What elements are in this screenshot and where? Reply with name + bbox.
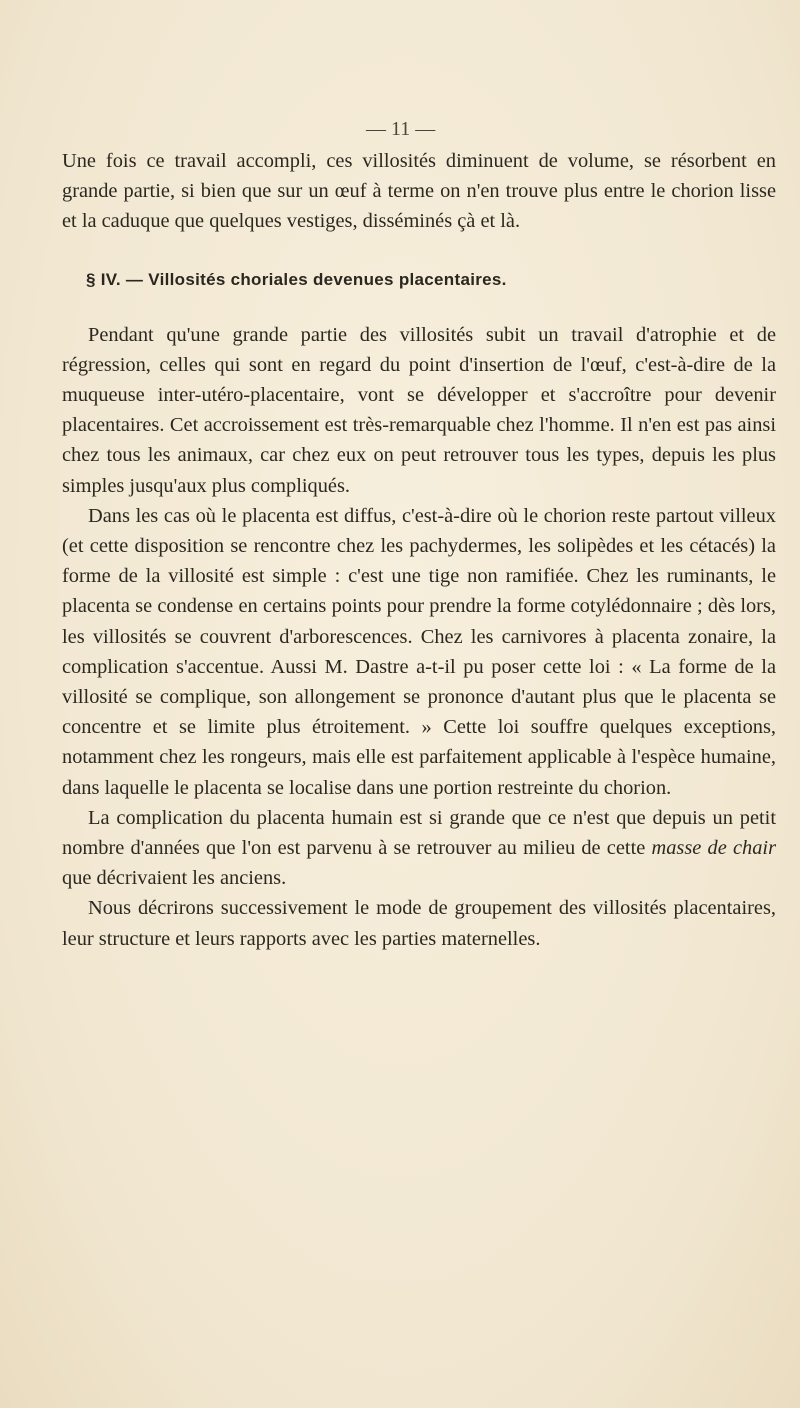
paragraph-5: Nous décrirons successivement le mode de groupement des villosités placentaires, leur structure et leurs rapports avec les parties maternelles. bbox=[62, 897, 776, 950]
paragraph-3: Dans les cas où le placenta est diffus, c'est-à-dire où le chorion reste partout villeux (et cette disposition se rencontre chez les pachydermes, les solipèdes et les cétacés) la forme de la villosité est simple : c'est une tige non ramifiée. Chez les ruminants, le placenta se condense en certains points pour prendre la forme cotylédonnaire ; dès lors, les villosités se couvrent d'arborescences. Chez les carnivores à placenta zonaire, la complication s'accentue. Aussi M. Dastre a-t-il pu poser cette loi : « La forme de la villosité se complique, son allongement se prononce d'autant plus que le placenta se concentre et se limite plus étroitement. » Cette loi souffre quelques exceptions, notamment chez les rongeurs, mais elle est parfaitement applicable à l'espèce humaine, dans laquelle le placenta se localise dans une portion restreinte du chorion. bbox=[62, 504, 776, 799]
section-heading: § IV. — Villosités choriales devenues placentaires. bbox=[86, 269, 507, 289]
paragraph-4-text-start: La complication du placenta humain est si grande que ce n'est que depuis un petit nombre d'années que l'on est parvenu à se retrouver au milieu de cette bbox=[62, 806, 776, 860]
page-number: — 11 — bbox=[366, 118, 436, 140]
paragraph-4 bbox=[62, 803, 776, 894]
paragraph-4-italic-phrase: masse de chair bbox=[651, 837, 777, 860]
paragraph-2: Pendant qu'une grande partie des villosités subit un travail d'atrophie et de régression, celles qui sont en regard du point d'insertion de l'œuf, c'est-à-dire de la muqueuse inter-utéro-placentaire, vont se développer et s'accroître pour devenir placentaires. Cet accroissement est très-remarquable chez l'homme. Il n'en est pas ainsi chez tous les animaux, car chez eux on peut retrouver tous les types, depuis les plus simples jusqu'aux plus compliqués. bbox=[62, 323, 776, 497]
paragraph-1: Une fois ce travail accompli, ces villosités diminuent de volume, se résorbent en grande partie, si bien que sur un œuf à terme on n'en trouve plus entre le chorion lisse et la caduque que quelques vestiges, disséminés çà et là. bbox=[62, 150, 776, 233]
page-body bbox=[62, 92, 776, 954]
paragraph-4-text-end: que décrivaient les anciens. bbox=[62, 867, 287, 890]
page-header bbox=[0, 0, 800, 140]
